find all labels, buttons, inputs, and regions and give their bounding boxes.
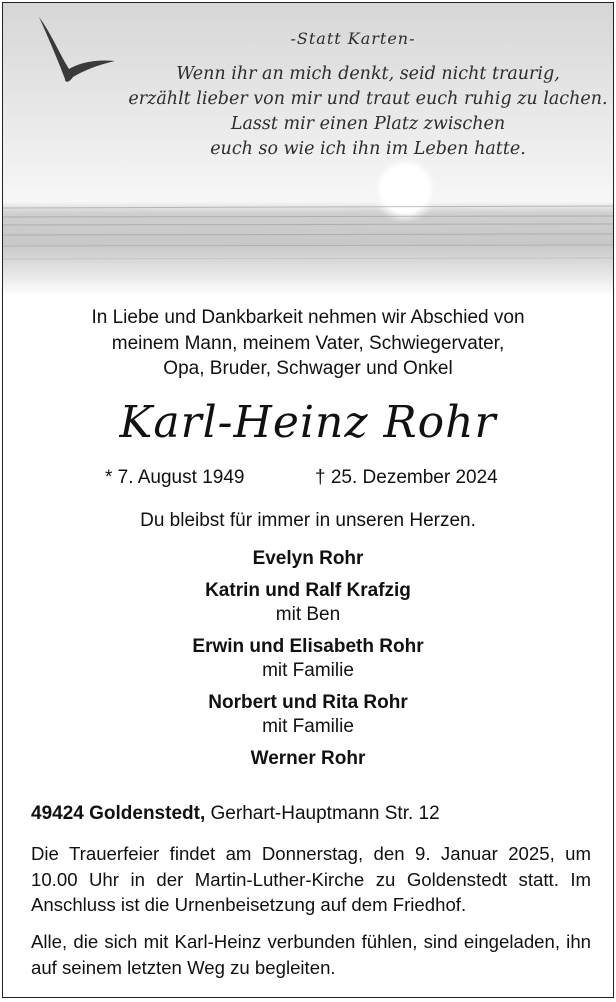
intro-line: Opa, Bruder, Schwager und Onkel [163,358,453,379]
mourners-list [3,547,613,771]
poem-title: -Statt Karten- [290,29,416,48]
poem-line: Lasst mir einen Platz zwischen [230,114,506,134]
intro-line: In Liebe und Dankbarkeit nehmen wir Abschied von [91,307,525,328]
deceased-name: Karl-Heinz Rohr [119,397,497,448]
mourner-note: mit Familie [262,660,354,681]
poem-line: erzählt lieber von mir und traut euch ruhig zu lachen. [128,89,608,109]
intro-line: meinem Mann, meinem Vater, Schwiegervater, [111,332,505,354]
poem-line: euch so wie ich ihn im Leben hatte. [210,139,526,159]
intro-text [3,305,613,382]
sea-sunset-image [3,3,613,295]
mourner-name: Katrin und Ralf Krafzig [205,580,411,601]
funeral-info: Die Trauerfeier findet am Donnerstag, den 9. Januar 2025, um 10.00 Uhr in der Martin-Luther-Kirche zu Goldenstedt statt. Im Anschluss ist die Urnenbeisetzung auf dem Friedhof. [31,843,591,915]
poem [3,29,613,162]
poem-line: Wenn ihr an mich denkt, seid nicht traurig, [176,64,560,84]
obituary-notice [2,2,614,998]
mourner-note: mit Familie [262,716,354,737]
motto: Du bleibst für immer in unseren Herzen. [140,510,476,531]
mourner-name: Evelyn Rohr [252,548,364,569]
death-date: † 25. Dezember 2024 [315,467,498,488]
birth-date: * 7. August 1949 [105,467,245,488]
mourner-name: Werner Rohr [250,748,366,769]
mourner-note: mit Ben [275,604,341,625]
address [31,803,440,825]
invitation-text: Alle, die sich mit Karl-Heinz verbunden fühlen, sind eingeladen, ihn auf seinem letzten Weg zu begleiten. [31,931,591,978]
mourner-name: Erwin und Elisabeth Rohr [192,636,424,657]
address-street: Gerhart-Hauptmann Str. 12 [210,803,440,824]
address-place: 49424 Goldenstedt, [31,803,206,824]
mourner-name: Norbert und Rita Rohr [208,692,408,713]
